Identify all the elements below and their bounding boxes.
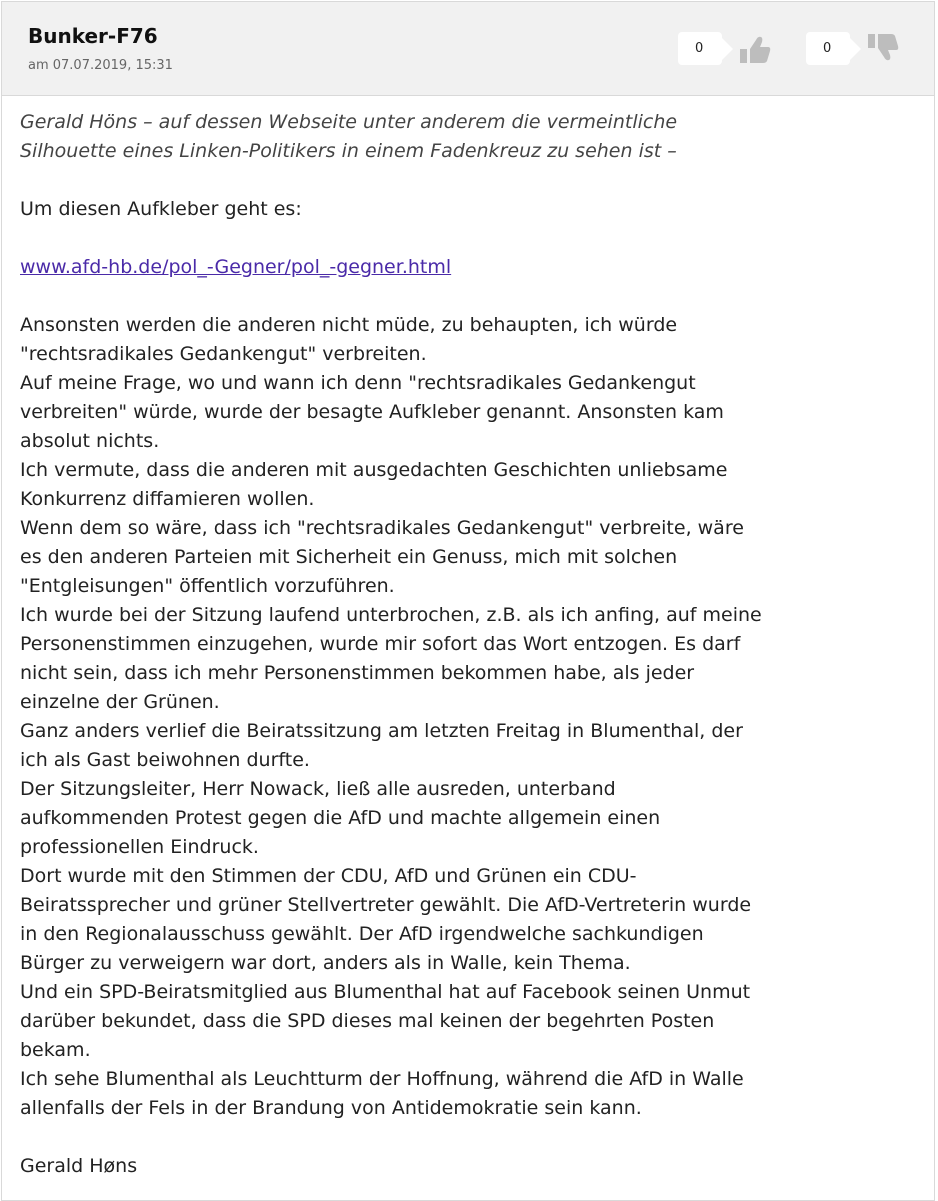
comment-header	[2, 2, 934, 96]
comment-text	[20, 311, 916, 1123]
quote-block	[20, 108, 916, 166]
thumbs-up-icon[interactable]	[738, 32, 772, 66]
text-line: verbreiten" würde, wurde der besagte Aufkleber genannt. Ansonsten kam	[20, 401, 724, 423]
upvote-control[interactable]	[678, 32, 772, 65]
text-line: es den anderen Parteien mit Sicherheit ein Genuss, mich mit solchen	[20, 546, 678, 568]
signature: Gerald Høns	[20, 1155, 138, 1177]
comment-author[interactable]: Bunker-F76	[28, 24, 158, 48]
text-line: Ich wurde bei der Sitzung laufend unterbrochen, z.B. als ich anfing, auf meine	[20, 604, 762, 626]
text-line: "rechtsradikales Gedankengut" verbreiten.	[20, 343, 427, 365]
text-line: Konkurrenz diffamieren wollen.	[20, 488, 315, 510]
quote-line: Gerald Höns – auf dessen Webseite unter anderem die vermeintliche	[20, 111, 678, 133]
comment-date: am 07.07.2019, 15:31	[28, 58, 173, 73]
text-line: Der Sitzungsleiter, Herr Nowack, ließ alle ausreden, unterband	[20, 778, 616, 800]
sticker-link[interactable]: www.afd-hb.de/pol_-Gegner/pol_-gegner.html	[20, 256, 452, 278]
text-line: Ich vermute, dass die anderen mit ausgedachten Geschichten unliebsame	[20, 459, 728, 481]
text-line: einzelne der Grünen.	[20, 691, 220, 713]
text-line: Und ein SPD-Beiratsmitglied aus Blumenthal hat auf Facebook seinen Unmut	[20, 981, 751, 1003]
text-line: Wenn dem so wäre, dass ich "rechtsradikales Gedankengut" verbreite, wäre	[20, 517, 744, 539]
comment-card	[1, 1, 935, 1201]
text-line: absolut nichts.	[20, 430, 160, 452]
text-line: nicht sein, dass ich mehr Personenstimmen bekommen habe, als jeder	[20, 662, 695, 684]
text-line: Ich sehe Blumenthal als Leuchtturm der Hoffnung, während die AfD in Walle	[20, 1068, 744, 1090]
text-line: bekam.	[20, 1039, 91, 1061]
text-line: professionellen Eindruck.	[20, 836, 259, 858]
downvote-control[interactable]	[806, 32, 900, 65]
thumbs-down-icon[interactable]	[866, 32, 900, 66]
upvote-count: 0	[678, 32, 722, 65]
text-line: "Entgleisungen" öffentlich vorzuführen.	[20, 575, 395, 597]
text-line: ich als Gast beiwohnen durfte.	[20, 749, 310, 771]
downvote-count: 0	[806, 32, 850, 65]
text-line: Auf meine Frage, wo und wann ich denn "rechtsradikales Gedankengut	[20, 372, 696, 394]
text-line: darüber bekundet, dass die SPD dieses mal keinen der begehrten Posten	[20, 1010, 715, 1032]
text-line: Beiratssprecher und grüner Stellvertreter gewählt. Die AfD-Vertreterin wurde	[20, 894, 752, 916]
text-line: in den Regionalausschuss gewählt. Der AfD irgendwelche sachkundigen	[20, 923, 704, 945]
text-line: allenfalls der Fels in der Brandung von Antidemokratie sein kann.	[20, 1097, 642, 1119]
quote-line: Silhouette eines Linken-Politikers in einem Fadenkreuz zu sehen ist –	[20, 140, 677, 162]
text-line: Ansonsten werden die anderen nicht müde, zu behaupten, ich würde	[20, 314, 678, 336]
text-line: Personenstimmen einzugehen, wurde mir sofort das Wort entzogen. Es darf	[20, 633, 741, 655]
comment-body	[2, 96, 934, 1181]
text-line: aufkommenden Protest gegen die AfD und machte allgemein einen	[20, 807, 661, 829]
intro-text: Um diesen Aufkleber geht es:	[20, 198, 302, 220]
text-line: Dort wurde mit den Stimmen der CDU, AfD und Grünen ein CDU-	[20, 865, 637, 887]
text-line: Bürger zu verweigern war dort, anders als in Walle, kein Thema.	[20, 952, 631, 974]
text-line: Ganz anders verlief die Beiratssitzung am letzten Freitag in Blumenthal, der	[20, 720, 743, 742]
